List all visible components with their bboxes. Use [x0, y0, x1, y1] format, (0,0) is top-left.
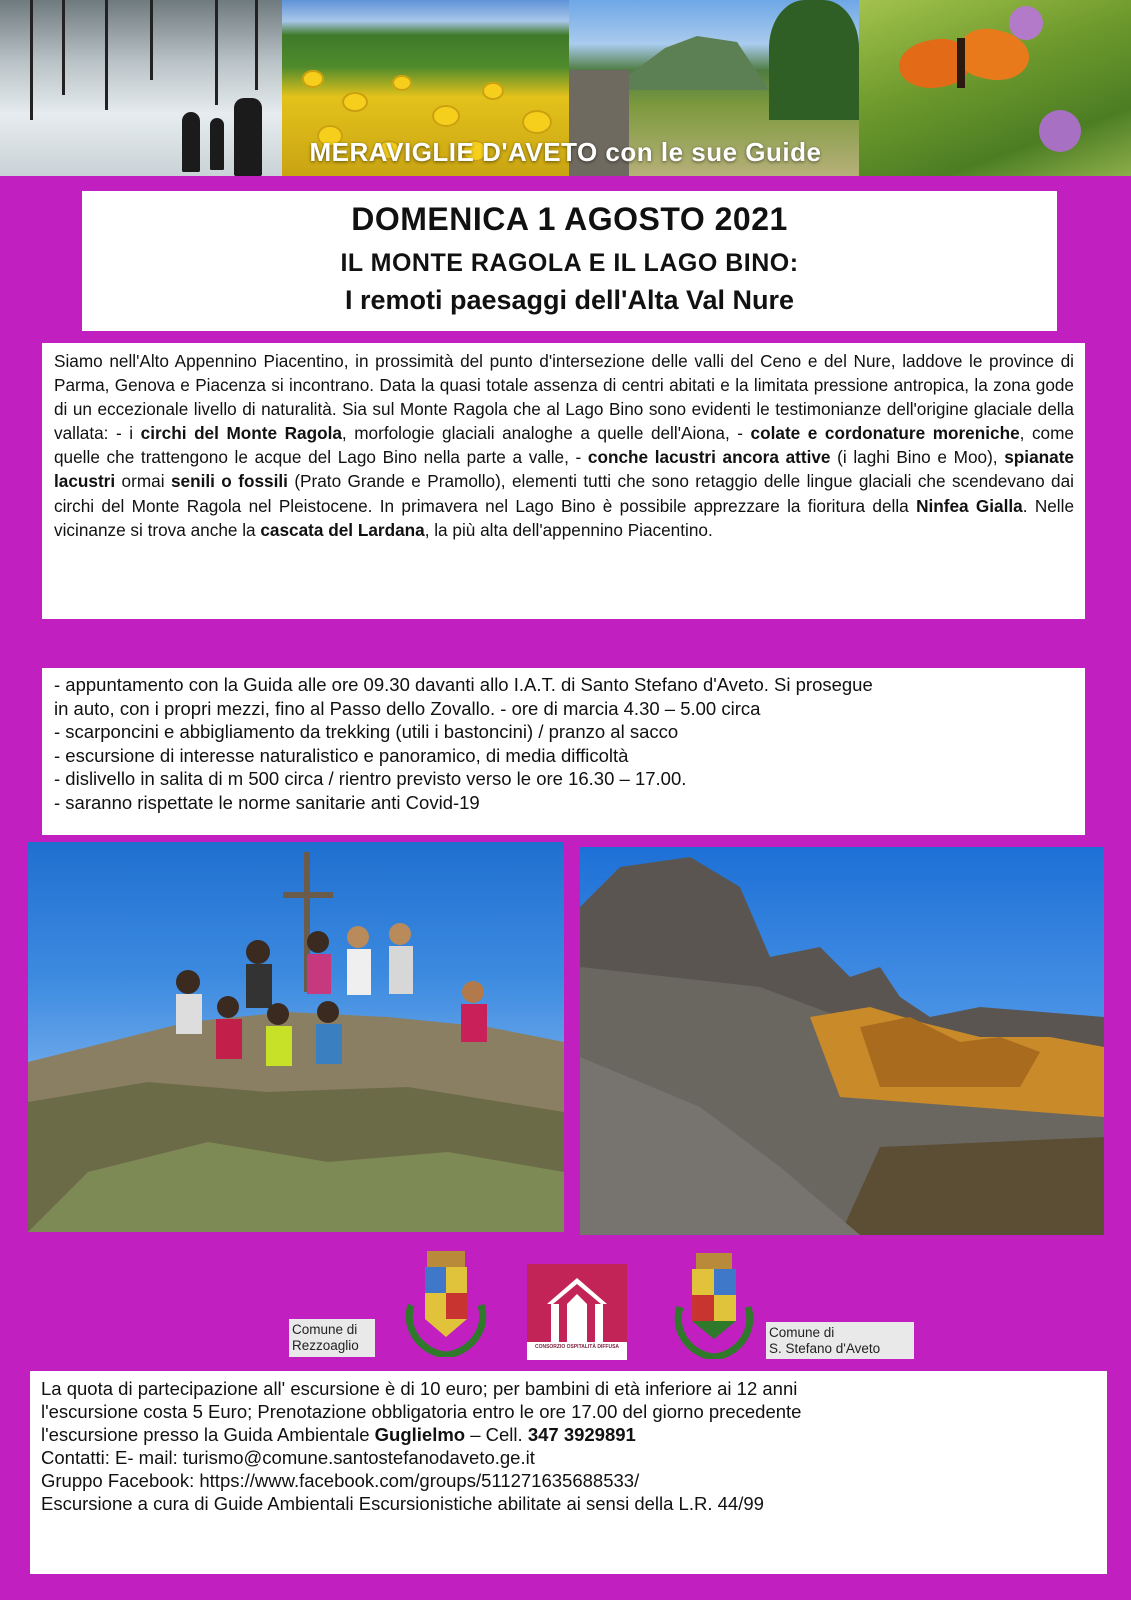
highlight-colate: colate e cordonature moreniche	[750, 423, 1020, 444]
rocky-lake-photo	[580, 847, 1104, 1235]
facebook-line[interactable]: Gruppo Facebook: https://www.facebook.com/groups/511271635688533/	[41, 1470, 640, 1491]
santo-stefano-label: Comune di S. Stefano d'Aveto	[766, 1322, 914, 1359]
highlight-conche: conche lacustri ancora attive	[587, 447, 831, 468]
info-list	[54, 673, 1079, 814]
rezzoaglio-crest-icon	[403, 1245, 489, 1357]
list-item: - saranno rispettate le norme sanitarie anti Covid-19	[54, 791, 480, 813]
list-item: in auto, con i propri mezzi, fino al Passo dello Zovallo. - ore di marcia 4.30 – 5.00 circa	[54, 697, 761, 719]
highlight-circhi: circhi del Monte Ragola	[140, 423, 342, 444]
highlight-spianate: spianate lacustri	[54, 447, 1074, 492]
group-summit-photo	[28, 842, 564, 1232]
description-box	[42, 343, 1085, 619]
house-icon	[527, 1264, 627, 1344]
list-item: - scarponcini e abbigliamento da trekking (utili i bastoncini) / pranzo al sacco	[54, 721, 679, 742]
rezzoaglio-label: Comune di Rezzoaglio	[289, 1319, 375, 1357]
guide-phone: 347 3929891	[527, 1424, 636, 1445]
guide-line: l'escursione presso la Guida Ambientale Guglielmo – Cell. 347 3929891	[41, 1424, 636, 1445]
credits-line: Escursione a cura di Guide Ambientali Escursionistiche abilitate ai sensi della L.R. 44/99	[41, 1493, 764, 1514]
list-item: - dislivello in salita di m 500 circa / rientro previsto verso le ore 16.30 – 17.00.	[54, 768, 687, 789]
list-item: - appuntamento con la Guida alle ore 09.30 davanti allo I.A.T. di Santo Stefano d'Aveto. Si prosegue	[54, 674, 873, 695]
title-box	[82, 191, 1057, 331]
highlight-ninfea: Ninfea Gialla	[916, 495, 1023, 516]
page-title: IL MONTE RAGOLA E IL LAGO BINO:	[340, 249, 799, 277]
info-box	[42, 668, 1085, 835]
description-text: Siamo nell'Alto Appennino Piacentino, in prossimità del punto d'intersezione delle valli del Ceno e del Nure, laddove le province di Parma, Genova e Piacenza si incontrano. Data la quasi totale assenza di centri abitati e la limitata pressione antropica, la zona gode di un eccezionale livello di naturalità. Sia sul Monte Ragola che al Lago Bino sono evidenti le testimonianze dell'origine glaciale della vallata: - i circhi del Monte Ragola, morfologie glaciali analoghe a quelle dell'Aiona, - colate e cordonature moreniche, come quelle che trattengono le acque del Lago Bino nella parte a valle, - conche lacustri ancora attive (i laghi Bino e Moo), spianate lacustri ormai senili o fossili (Prato Grande e Pramollo), elementi tutti che sono retaggio delle lingue glaciali che scendevano dai circhi del Monte Ragola nel Pleistocene. In primavera nel Lago Bino è possibile apprezzare la fioritura della Ninfea Gialla. Nelle vicinanze si trova anche la cascata del Lardana, la più alta dell'appennino Piacentino.	[54, 351, 1074, 540]
booking-line: l'escursione costa 5 Euro; Prenotazione obbligatoria entro le ore 17.00 del giorno precedente	[41, 1401, 802, 1422]
email-line[interactable]: Contatti: E- mail: turismo@comune.santostefanodaveto.ge.it	[41, 1447, 535, 1468]
footer-box	[30, 1371, 1107, 1574]
highlight-cascata: cascata del Lardana	[260, 519, 425, 540]
header-banner	[0, 0, 1131, 176]
highlight-senili: senili o fossili	[170, 471, 288, 492]
event-date: DOMENICA 1 AGOSTO 2021	[351, 201, 788, 237]
banner-title: MERAVIGLIE D'AVETO con le sue Guide	[309, 137, 822, 167]
consorzio-logo: CONSORZIO OSPITALITÀ DIFFUSA	[527, 1264, 627, 1360]
page-subtitle: I remoti paesaggi dell'Alta Val Nure	[344, 285, 795, 315]
price-line: La quota di partecipazione all' escursione è di 10 euro; per bambini di età inferiore ai 12 anni	[41, 1378, 798, 1399]
footer-text	[41, 1377, 1101, 1515]
list-item: - escursione di interesse naturalistico e panoramico, di media difficoltà	[54, 744, 629, 766]
santo-stefano-crest-icon	[672, 1249, 756, 1359]
guide-name: Guglielmo	[374, 1424, 466, 1445]
